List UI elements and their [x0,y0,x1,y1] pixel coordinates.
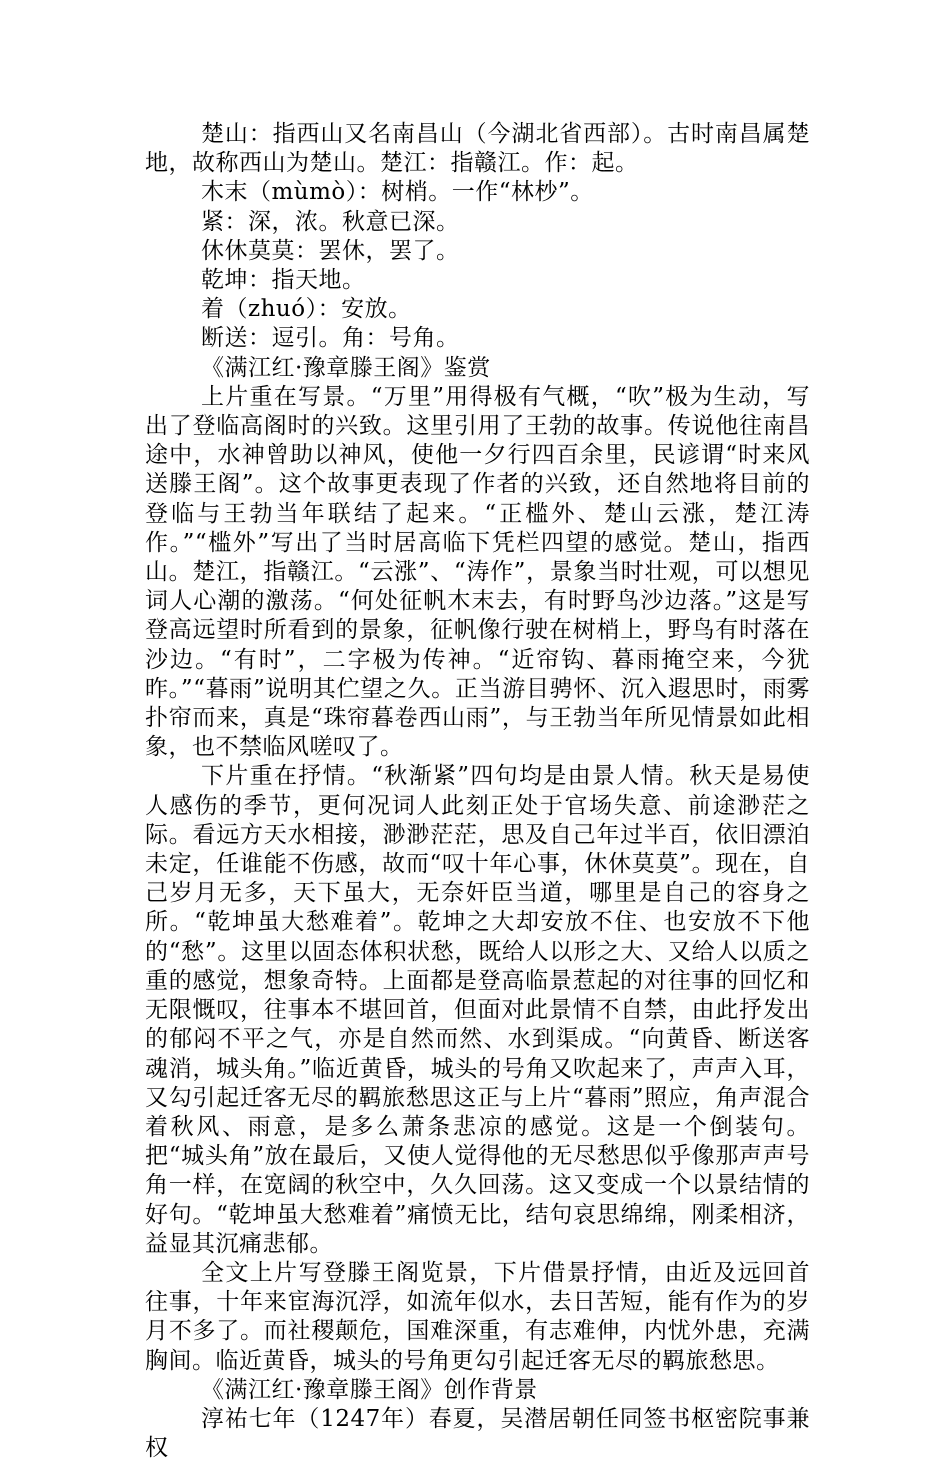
note-mumo: 木末（mùmò）：树梢。一作“林杪”。 [201,179,594,206]
note-qiankun: 乾坤：指天地。 [201,267,366,294]
note-xiuxiu: 休休莫莫：罢休，罢了。 [201,237,460,264]
appreciation-heading: 《满江红·豫章滕王阁》鉴赏 [201,354,491,381]
appreciation-paragraph-3: 全文上片写登滕王阁览景，下片借景抒情，由近及远回首往事，十年来宦海沉浮，如流年似水，去日苦短，能有作为的岁月不多了。而社稷颠危，国难深重，有志难伸，内忧外患，充满胸间。临近黄昏，城头的号角更勾引起迁客无尽的羁旅愁思。 [145,1259,810,1374]
background-paragraph-1: 淳祐七年（1247年）春夏，吴潜居朝任同签书枢密院事兼权 [145,1405,810,1462]
note-zhuo: 着（zhuó）：安放。 [201,296,412,323]
appreciation-paragraph-1: 上片重在写景。“万里”用得极有气概，“吹”极为生动，写出了登临高阁时的兴致。这里引用了王勃的故事。传说他往南昌途中，水神曾助以神风，使他一夕行四百余里，民谚谓“时来风送滕王阁”。这个故事更表现了作者的兴致，还自然地将目前的登临与王勃当年联结了起来。“正槛外、楚山云涨，楚江涛作。”“槛外”写出了当时居高临下凭栏四望的感觉。楚山，指西山。楚江，指赣江。“云涨”、“涛作”，景象当时壮观，可以想见词人心潮的激荡。“何处征帆木末去，有时野鸟沙边落。”这是写登高远望时所看到的景象，征帆像行驶在树梢上，野鸟有时落在沙边。“有时”，二字极为传神。“近帘钩、暮雨掩空来，今犹昨。”“暮雨”说明其伫望之久。正当游目骋怀、沉入遐思时，雨雾扑帘而来，真是“珠帘暮卷西山雨”，与王勃当年所见情景如此相象，也不禁临风嗟叹了。 [145,383,810,761]
appreciation-paragraph-2: 下片重在抒情。“秋渐紧”四句均是由景人情。秋天是易使人感伤的季节，更何况词人此刻正处于官场失意、前途渺茫之际。看远方天水相接，渺渺茫茫，思及自己年过半百，依旧漂泊未定，任谁能不伤感，故而“叹十年心事，休休莫莫”。现在，自己岁月无多，天下虽大，无奈奸臣当道，哪里是自己的容身之所。“乾坤虽大愁难着”。乾坤之大却安放不住、也安放不下他的“愁”。这里以固态体积状愁，既给人以形之大、又给人以质之重的感觉，想象奇特。上面都是登高临景惹起的对往事的回忆和无限慨叹，往事本不堪回首，但面对此景情不自禁，由此抒发出的郁闷不平之气，亦是自然而然、水到渠成。“向黄昏、断送客魂消，城头角。”临近黄昏，城头的号角又吹起来了，声声入耳，又勾引起迁客无尽的羁旅愁思这正与上片“暮雨”照应，角声混合着秋风、雨意，是多么萧条悲凉的感觉。这是一个倒装句。把“城头角”放在最后，又使人觉得他的无尽愁思似乎像那声声号角一样，在宽阔的秋空中，久久回荡。这又变成一个以景结情的好句。“乾坤虽大愁难着”痛愤无比，结句哀思绵绵，刚柔相济，益显其沉痛悲郁。 [145,763,810,1257]
note-jin: 紧：深，浓。秋意已深。 [201,208,460,235]
note-chushan: 楚山：指西山又名南昌山（今湖北省西部）。古时南昌属楚地，故称西山为楚山。楚江：指赣江。作：起。 [145,121,810,177]
document-page [145,120,810,1463]
background-heading: 《满江红·豫章滕王阁》创作背景 [201,1376,538,1403]
note-duansong: 断送：逗引。角：号角。 [201,325,460,352]
